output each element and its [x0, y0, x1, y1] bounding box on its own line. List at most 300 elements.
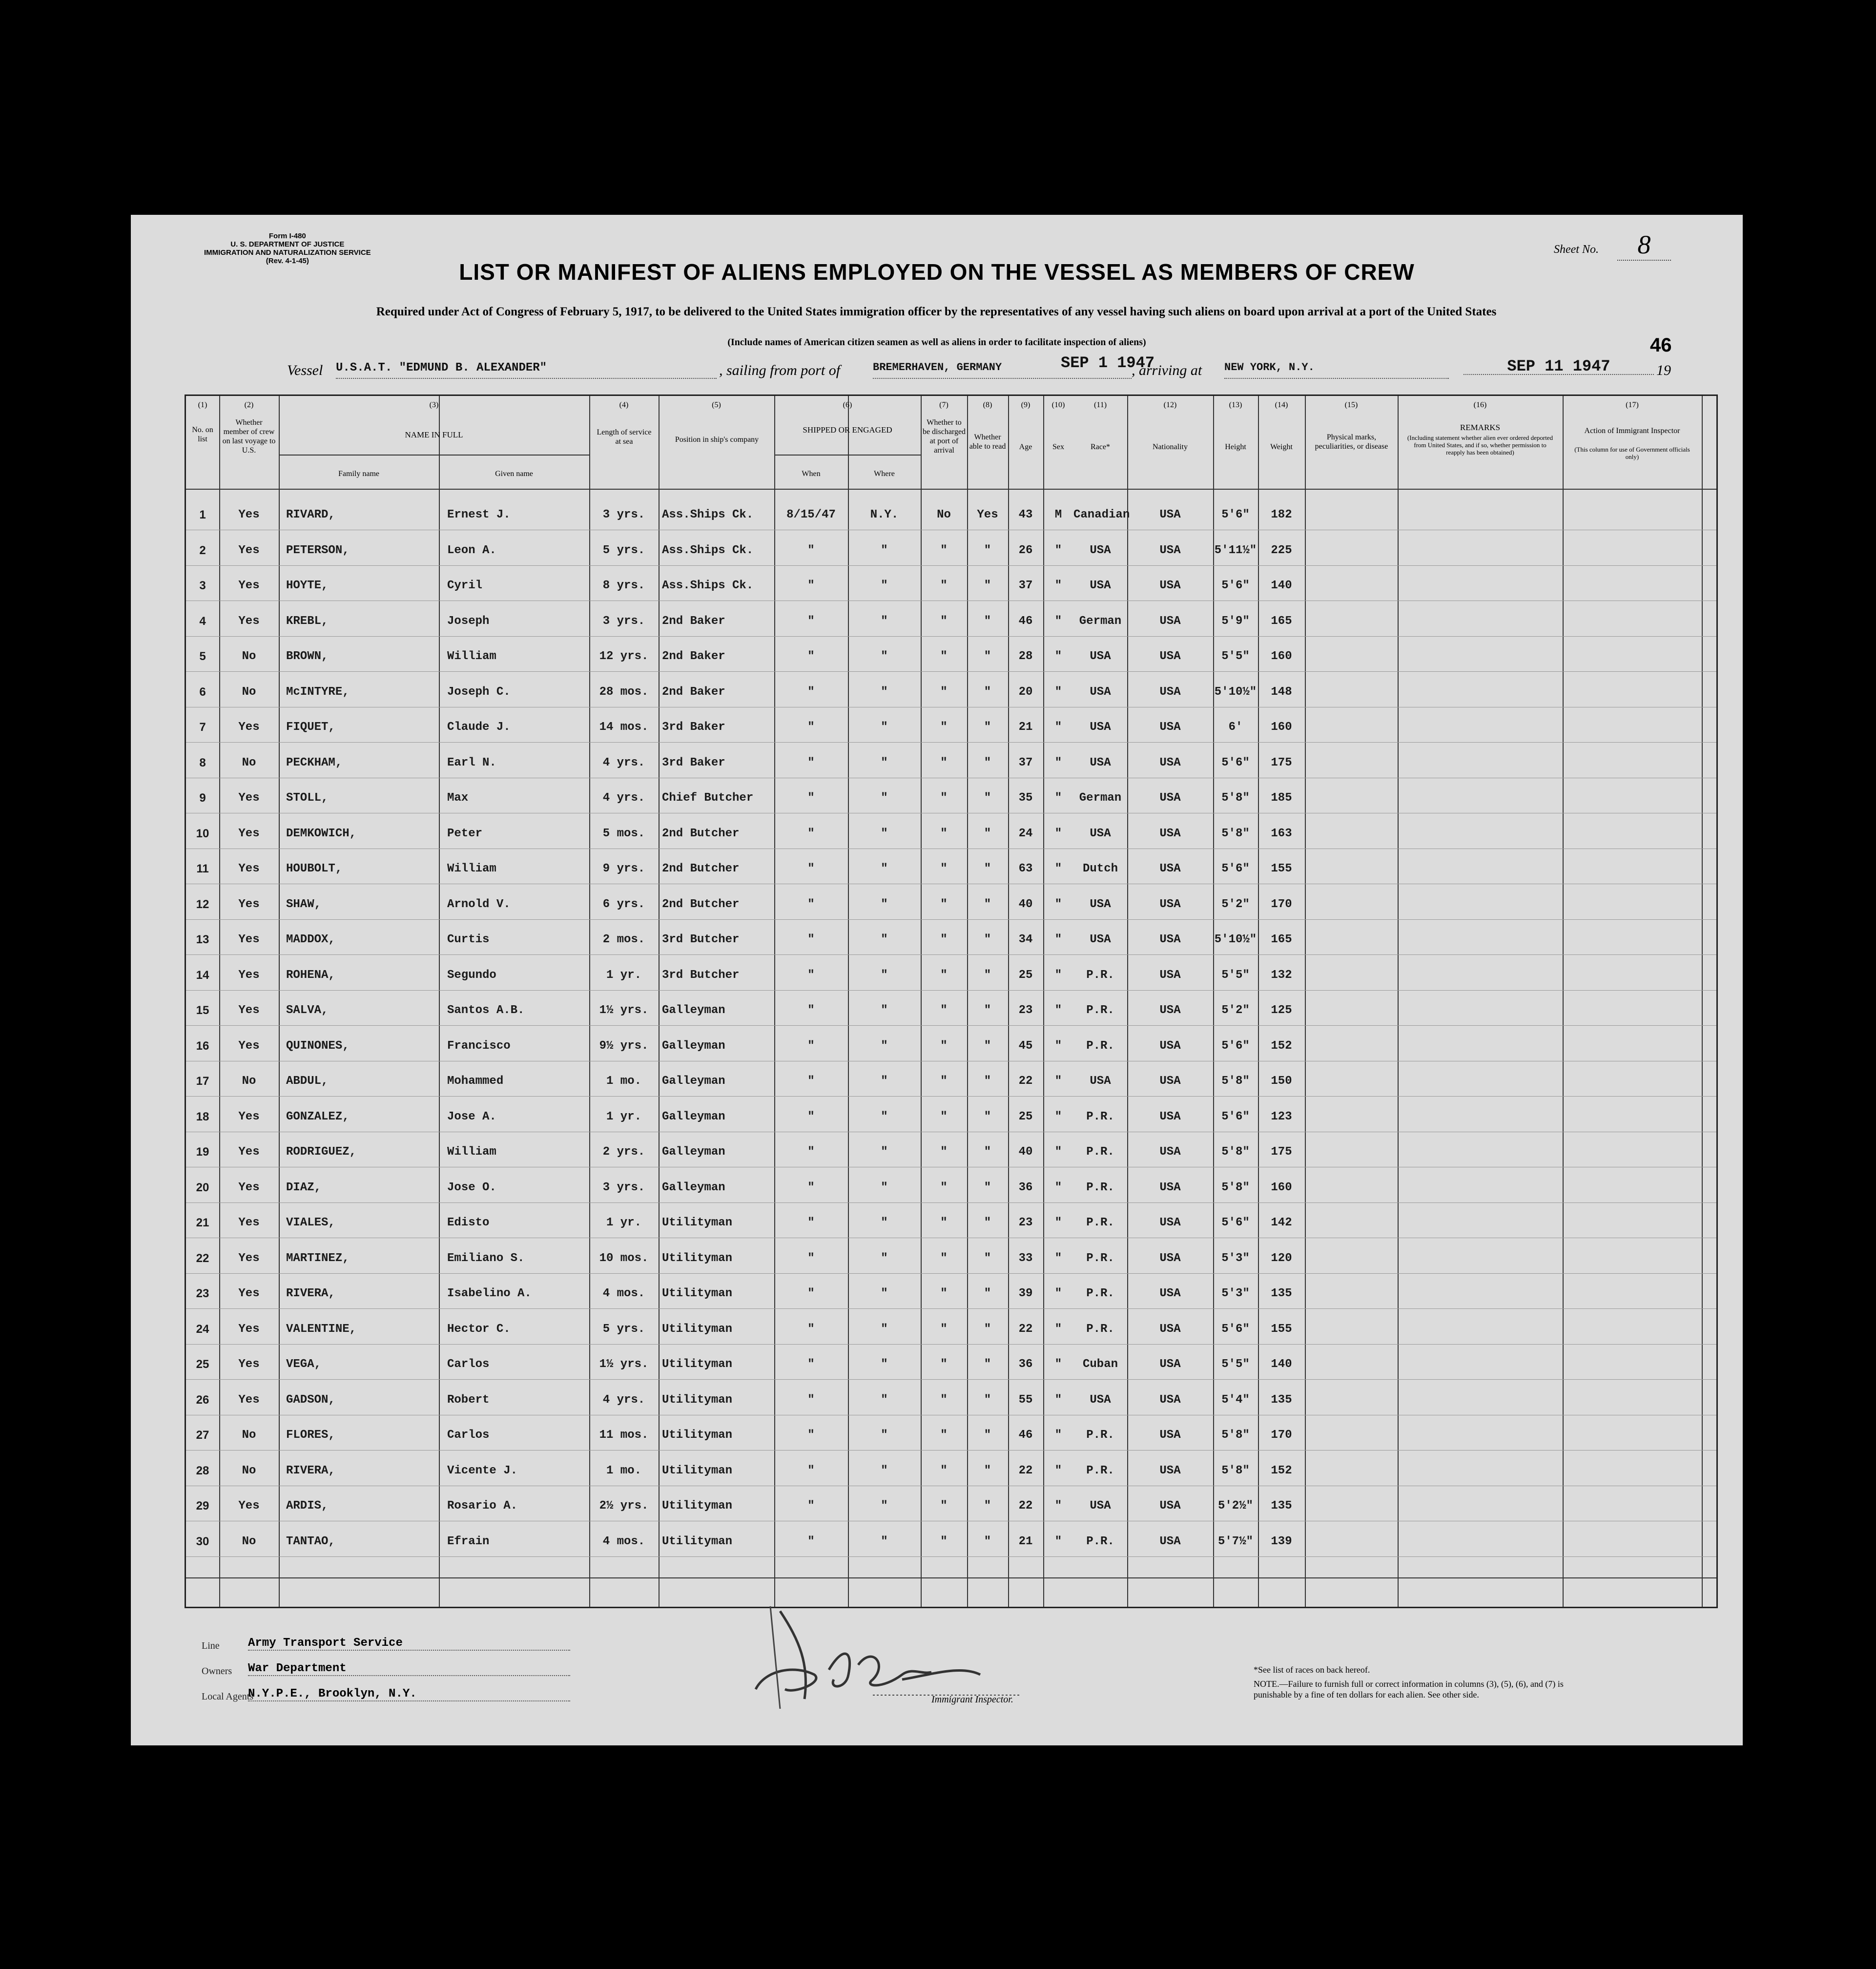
service-length-cell: 3 yrs.	[602, 508, 645, 521]
col-num-3: (3)	[429, 401, 439, 409]
age-cell: 55	[1018, 1393, 1033, 1407]
weight-cell: 148	[1271, 685, 1292, 699]
header-remarks-note: (Including statement whether alien ever ordered deported from United States, and if so, whether permission to reapply has been obtained)	[1407, 434, 1553, 456]
discharged-cell: "	[940, 1534, 948, 1548]
race-cell: USA	[1090, 650, 1111, 663]
able-to-read-cell: "	[984, 1429, 991, 1442]
able-to-read-cell: "	[984, 1322, 991, 1336]
row-number: 16	[196, 1039, 209, 1053]
when-cell: "	[807, 933, 815, 946]
age-cell: 43	[1018, 508, 1033, 521]
form-revision: (Rev. 4-1-45)	[266, 257, 309, 265]
age-cell: 33	[1018, 1251, 1033, 1265]
nationality-cell: USA	[1159, 1499, 1181, 1513]
row-rule	[186, 565, 1716, 566]
able-to-read-cell: "	[984, 862, 991, 875]
last-voyage-cell: No	[242, 1429, 256, 1442]
sex-cell: "	[1054, 1322, 1062, 1336]
col-num-17: (17)	[1626, 401, 1639, 409]
row-number: 20	[196, 1181, 209, 1194]
when-cell: "	[807, 721, 815, 734]
where-cell: "	[881, 933, 888, 946]
able-to-read-cell: "	[984, 897, 991, 911]
last-voyage-cell: No	[242, 1534, 256, 1548]
weight-cell: 170	[1271, 897, 1292, 911]
discharged-cell: "	[940, 1287, 948, 1300]
position-cell: Utilityman	[662, 1216, 733, 1229]
age-cell: 23	[1018, 1004, 1033, 1017]
height-cell: 5'5"	[1221, 968, 1250, 982]
col-num-12: (12)	[1163, 401, 1177, 409]
able-to-read-cell: "	[984, 1358, 991, 1371]
race-cell: Dutch	[1082, 862, 1118, 875]
row-number: 9	[199, 791, 206, 805]
family-name-cell: FLORES,	[286, 1429, 335, 1442]
height-cell: 5'2"	[1221, 1004, 1250, 1017]
race-cell: USA	[1090, 579, 1111, 592]
last-voyage-cell: Yes	[238, 1322, 260, 1336]
header-length-of-service: Length of service at sea	[597, 428, 652, 446]
where-cell: "	[881, 1499, 888, 1513]
sex-cell: "	[1054, 1251, 1062, 1265]
when-cell: "	[807, 1216, 815, 1229]
able-to-read-cell: "	[984, 685, 991, 699]
position-cell: Utilityman	[662, 1393, 733, 1407]
race-cell: Cuban	[1082, 1358, 1118, 1371]
when-cell: "	[807, 1075, 815, 1088]
row-number: 15	[196, 1004, 209, 1017]
form-number: Form I-480	[268, 232, 306, 240]
service-length-cell: 1½ yrs.	[599, 1004, 649, 1017]
last-voyage-cell: Yes	[238, 614, 260, 628]
height-cell: 5'9"	[1221, 614, 1250, 628]
able-to-read-cell: "	[984, 791, 991, 805]
family-name-cell: DIAZ,	[286, 1181, 322, 1194]
height-cell: 5'8"	[1221, 791, 1250, 805]
sailing-date-stamp: SEP 1 1947	[1061, 354, 1155, 372]
when-cell: "	[807, 1004, 815, 1017]
row-number: 19	[196, 1145, 209, 1159]
family-name-cell: MADDOX,	[286, 933, 335, 946]
nationality-cell: USA	[1159, 1039, 1181, 1053]
race-cell: USA	[1090, 827, 1111, 840]
family-name-cell: SHAW,	[286, 897, 322, 911]
position-cell: Galleyman	[662, 1004, 725, 1017]
position-cell: Chief Butcher	[662, 791, 754, 805]
able-to-read-cell: "	[984, 827, 991, 840]
weight-cell: 170	[1271, 1429, 1292, 1442]
sex-cell: "	[1054, 862, 1062, 875]
when-cell: "	[807, 1181, 815, 1194]
weight-cell: 152	[1271, 1464, 1292, 1477]
service-length-cell: 5 yrs.	[602, 543, 645, 557]
race-cell: P.R.	[1086, 1464, 1114, 1477]
row-number: 28	[196, 1464, 209, 1477]
able-to-read-cell: "	[984, 579, 991, 592]
page-mark: 46	[1650, 334, 1672, 356]
row-number: 2	[199, 543, 206, 557]
race-cell: Canadian	[1073, 508, 1130, 521]
races-note: *See list of races on back hereof.	[1254, 1665, 1370, 1675]
weight-cell: 165	[1271, 933, 1292, 946]
height-cell: 5'2"	[1221, 897, 1250, 911]
sex-cell: "	[1054, 1216, 1062, 1229]
sex-cell: "	[1054, 543, 1062, 557]
given-name-cell: Edisto	[447, 1216, 490, 1229]
position-cell: 2nd Butcher	[662, 897, 740, 911]
given-name-cell: Emiliano S.	[447, 1251, 525, 1265]
where-cell: "	[881, 685, 888, 699]
height-cell: 5'8"	[1221, 1145, 1250, 1159]
able-to-read-cell: Yes	[977, 508, 998, 521]
weight-cell: 175	[1271, 756, 1292, 769]
header-shipped-or-engaged: SHIPPED OR ENGAGED	[803, 425, 892, 435]
service-length-cell: 28 mos.	[599, 685, 649, 699]
given-name-cell: Francisco	[447, 1039, 511, 1053]
height-cell: 5'6"	[1221, 756, 1250, 769]
header-when: When	[802, 470, 821, 478]
discharged-cell: "	[940, 933, 948, 946]
nationality-cell: USA	[1159, 1251, 1181, 1265]
weight-cell: 135	[1271, 1287, 1292, 1300]
height-cell: 5'6"	[1221, 1039, 1250, 1053]
col-num-9: (9)	[1021, 401, 1031, 409]
sex-cell: "	[1054, 1534, 1062, 1548]
height-cell: 5'10½"	[1214, 685, 1257, 699]
row-number: 6	[199, 685, 206, 699]
able-to-read-cell: "	[984, 1534, 991, 1548]
where-cell: "	[881, 1181, 888, 1194]
row-number: 3	[199, 579, 206, 592]
sheet-number-label: Sheet No.	[1554, 243, 1599, 256]
arrival-port: NEW YORK, N.Y.	[1224, 361, 1449, 379]
row-number: 13	[196, 933, 209, 946]
col-num-13: (13)	[1229, 401, 1242, 409]
nationality-cell: USA	[1159, 614, 1181, 628]
weight-cell: 160	[1271, 721, 1292, 734]
nationality-cell: USA	[1159, 685, 1181, 699]
agents-label: Local Agents	[202, 1691, 254, 1702]
family-name-cell: STOLL,	[286, 791, 329, 805]
sex-cell: "	[1054, 1499, 1062, 1513]
able-to-read-cell: "	[984, 1145, 991, 1159]
sex-cell: "	[1054, 1110, 1062, 1123]
when-cell: "	[807, 968, 815, 982]
sex-cell: "	[1054, 650, 1062, 663]
col-num-7: (7)	[939, 401, 948, 409]
family-name-cell: ABDUL,	[286, 1075, 329, 1088]
when-cell: "	[807, 756, 815, 769]
service-length-cell: 2 yrs.	[602, 1145, 645, 1159]
service-length-cell: 4 mos.	[602, 1534, 645, 1548]
header-nationality: Nationality	[1153, 443, 1188, 451]
service-length-cell: 1 yr.	[606, 1110, 641, 1123]
discharged-cell: "	[940, 1004, 948, 1017]
age-cell: 22	[1018, 1322, 1033, 1336]
given-name-cell: Carlos	[447, 1358, 490, 1371]
discharged-cell: No	[937, 508, 951, 521]
nationality-cell: USA	[1159, 1181, 1181, 1194]
age-cell: 35	[1018, 791, 1033, 805]
height-cell: 5'8"	[1221, 1464, 1250, 1477]
last-voyage-cell: Yes	[238, 1216, 260, 1229]
nationality-cell: USA	[1159, 721, 1181, 734]
given-name-cell: Peter	[447, 827, 483, 840]
header-inspector-note: (This column for use of Government officials only)	[1574, 446, 1690, 460]
race-cell: USA	[1090, 756, 1111, 769]
where-cell: "	[881, 579, 888, 592]
nationality-cell: USA	[1159, 579, 1181, 592]
row-number: 29	[196, 1499, 209, 1513]
line-label: Line	[202, 1640, 220, 1651]
sex-cell: "	[1054, 968, 1062, 982]
position-cell: Galleyman	[662, 1110, 725, 1123]
family-name-cell: RODRIGUEZ,	[286, 1145, 357, 1159]
weight-cell: 140	[1271, 579, 1292, 592]
age-cell: 46	[1018, 614, 1033, 628]
when-cell: "	[807, 1429, 815, 1442]
race-cell: USA	[1090, 1075, 1111, 1088]
when-cell: "	[807, 614, 815, 628]
header-discharged: Whether to be discharged at port of arrival	[922, 418, 966, 455]
position-cell: Ass.Ships Ck.	[662, 508, 754, 521]
sex-cell: M	[1054, 508, 1062, 521]
position-cell: Utilityman	[662, 1429, 733, 1442]
family-name-cell: HOYTE,	[286, 579, 329, 592]
age-cell: 26	[1018, 543, 1033, 557]
nationality-cell: USA	[1159, 756, 1181, 769]
where-cell: "	[881, 756, 888, 769]
col-num-8: (8)	[983, 401, 992, 409]
nationality-cell: USA	[1159, 1464, 1181, 1477]
family-name-cell: PETERSON,	[286, 543, 350, 557]
age-cell: 22	[1018, 1464, 1033, 1477]
position-cell: Utilityman	[662, 1499, 733, 1513]
nationality-cell: USA	[1159, 1358, 1181, 1371]
service-length-cell: 12 yrs.	[599, 650, 649, 663]
given-name-cell: Hector C.	[447, 1322, 511, 1336]
when-cell: "	[807, 827, 815, 840]
family-name-cell: VEGA,	[286, 1358, 322, 1371]
where-cell: "	[881, 1004, 888, 1017]
race-cell: USA	[1090, 897, 1111, 911]
where-cell: "	[881, 1287, 888, 1300]
last-voyage-cell: Yes	[238, 791, 260, 805]
service-length-cell: 1½ yrs.	[599, 1358, 649, 1371]
position-cell: 2nd Butcher	[662, 862, 740, 875]
row-number: 5	[199, 650, 206, 663]
family-name-cell: KREBL,	[286, 614, 329, 628]
sex-cell: "	[1054, 1429, 1062, 1442]
row-number: 27	[196, 1429, 209, 1442]
manifest-subtitle: Required under Act of Congress of February 5, 1917, to be delivered to the United States immigration officer by the representatives of any vessel having such aliens on board upon arrival at a port of the United States	[376, 305, 1497, 318]
age-cell: 34	[1018, 933, 1033, 946]
when-cell: "	[807, 1145, 815, 1159]
manifest-subnote: (Include names of American citizen seamen as well as aliens in order to facilitate inspection of aliens)	[727, 337, 1146, 348]
given-name-cell: Curtis	[447, 933, 490, 946]
service-length-cell: 1 yr.	[606, 1216, 641, 1229]
weight-cell: 152	[1271, 1039, 1292, 1053]
given-name-cell: Santos A.B.	[447, 1004, 525, 1017]
sex-cell: "	[1054, 897, 1062, 911]
col-num-14: (14)	[1275, 401, 1288, 409]
row-rule	[186, 1379, 1716, 1380]
family-name-cell: PECKHAM,	[286, 756, 343, 769]
nationality-cell: USA	[1159, 1110, 1181, 1123]
position-cell: Galleyman	[662, 1075, 725, 1088]
weight-cell: 135	[1271, 1499, 1292, 1513]
service-length-cell: 5 yrs.	[602, 1322, 645, 1336]
able-to-read-cell: "	[984, 1499, 991, 1513]
given-name-cell: Isabelino A.	[447, 1287, 532, 1300]
table-bottom-rule	[186, 1577, 1716, 1578]
row-rule	[186, 1450, 1716, 1451]
when-cell: "	[807, 897, 815, 911]
able-to-read-cell: "	[984, 1393, 991, 1407]
height-cell: 5'8"	[1221, 1075, 1250, 1088]
race-cell: German	[1079, 791, 1122, 805]
sex-cell: "	[1054, 1464, 1062, 1477]
row-number: 21	[196, 1216, 209, 1229]
given-name-cell: Jose O.	[447, 1181, 496, 1194]
family-name-cell: MARTINEZ,	[286, 1251, 350, 1265]
position-cell: Ass.Ships Ck.	[662, 543, 754, 557]
race-cell: P.R.	[1086, 1251, 1114, 1265]
service-length-cell: 1 mo.	[606, 1075, 641, 1088]
last-voyage-cell: No	[242, 650, 256, 663]
when-cell: "	[807, 579, 815, 592]
age-cell: 46	[1018, 1429, 1033, 1442]
row-number: 10	[196, 827, 209, 840]
weight-cell: 160	[1271, 1181, 1292, 1194]
race-cell: P.R.	[1086, 1181, 1114, 1194]
row-number: 22	[196, 1251, 209, 1265]
given-name-cell: Jose A.	[447, 1110, 496, 1123]
given-name-cell: Ernest J.	[447, 508, 511, 521]
discharged-cell: "	[940, 862, 948, 875]
sex-cell: "	[1054, 685, 1062, 699]
family-name-cell: McINTYRE,	[286, 685, 350, 699]
sex-cell: "	[1054, 1075, 1062, 1088]
position-cell: 3rd Baker	[662, 756, 725, 769]
inspector-label: Immigrant Inspector.	[931, 1694, 1013, 1705]
family-name-cell: ROHENA,	[286, 968, 335, 982]
agents-value: N.Y.P.E., Brooklyn, N.Y.	[248, 1687, 570, 1701]
position-cell: 3rd Butcher	[662, 968, 740, 982]
header-remarks: REMARKS	[1460, 423, 1501, 432]
discharged-cell: "	[940, 1393, 948, 1407]
sex-cell: "	[1054, 933, 1062, 946]
height-cell: 5'7½"	[1217, 1534, 1253, 1548]
service-name: IMMIGRATION AND NATURALIZATION SERVICE	[204, 249, 371, 257]
col-num-11: (11)	[1093, 401, 1107, 409]
given-name-cell: Leon A.	[447, 543, 496, 557]
position-cell: Utilityman	[662, 1358, 733, 1371]
position-cell: 2nd Baker	[662, 650, 725, 663]
age-cell: 24	[1018, 827, 1033, 840]
row-rule	[186, 1025, 1716, 1026]
where-cell: "	[881, 862, 888, 875]
sex-cell: "	[1054, 1145, 1062, 1159]
header-no-on-list: No. on list	[192, 426, 213, 443]
last-voyage-cell: Yes	[238, 1287, 260, 1300]
year-label: 19	[1656, 362, 1671, 378]
where-cell: "	[881, 614, 888, 628]
family-name-cell: RIVERA,	[286, 1464, 335, 1477]
service-length-cell: 11 mos.	[599, 1429, 649, 1442]
service-length-cell: 3 yrs.	[602, 614, 645, 628]
height-cell: 5'6"	[1221, 508, 1250, 521]
service-length-cell: 4 yrs.	[602, 1393, 645, 1407]
row-number: 30	[196, 1534, 209, 1548]
last-voyage-cell: Yes	[238, 968, 260, 982]
row-number: 23	[196, 1287, 209, 1300]
where-cell: "	[881, 543, 888, 557]
service-length-cell: 2½ yrs.	[599, 1499, 649, 1513]
header-race: Race*	[1091, 443, 1110, 451]
service-length-cell: 3 yrs.	[602, 1181, 645, 1194]
given-name-cell: Mohammed	[447, 1075, 504, 1088]
discharged-cell: "	[940, 650, 948, 663]
last-voyage-cell: Yes	[238, 862, 260, 875]
weight-cell: 155	[1271, 1322, 1292, 1336]
weight-cell: 175	[1271, 1145, 1292, 1159]
sex-cell: "	[1054, 1181, 1062, 1194]
header-height: Height	[1225, 443, 1246, 451]
row-number: 8	[199, 756, 206, 769]
weight-cell: 135	[1271, 1393, 1292, 1407]
height-cell: 5'8"	[1221, 1429, 1250, 1442]
when-cell: "	[807, 791, 815, 805]
race-cell: P.R.	[1086, 1322, 1114, 1336]
discharged-cell: "	[940, 1216, 948, 1229]
given-name-cell: Efrain	[447, 1534, 490, 1548]
last-voyage-cell: Yes	[238, 1039, 260, 1053]
given-name-cell: Vicente J.	[447, 1464, 518, 1477]
last-voyage-cell: Yes	[238, 1393, 260, 1407]
nationality-cell: USA	[1159, 862, 1181, 875]
nationality-cell: USA	[1159, 1004, 1181, 1017]
sex-cell: "	[1054, 1287, 1062, 1300]
sex-cell: "	[1054, 721, 1062, 734]
able-to-read-cell: "	[984, 543, 991, 557]
nationality-cell: USA	[1159, 1287, 1181, 1300]
race-cell: P.R.	[1086, 1534, 1114, 1548]
height-cell: 5'6"	[1221, 1110, 1250, 1123]
height-cell: 5'3"	[1221, 1251, 1250, 1265]
row-rule	[186, 990, 1716, 991]
position-cell: Ass.Ships Ck.	[662, 579, 754, 592]
age-cell: 25	[1018, 1110, 1033, 1123]
age-cell: 21	[1018, 721, 1033, 734]
where-cell: "	[881, 721, 888, 734]
header-where: Where	[874, 470, 895, 478]
last-voyage-cell: Yes	[238, 1181, 260, 1194]
where-cell: N.Y.	[870, 508, 899, 521]
height-cell: 5'8"	[1221, 827, 1250, 840]
weight-cell: 160	[1271, 650, 1292, 663]
service-length-cell: 4 mos.	[602, 1287, 645, 1300]
sex-cell: "	[1054, 1393, 1062, 1407]
race-cell: USA	[1090, 1499, 1111, 1513]
weight-cell: 140	[1271, 1358, 1292, 1371]
age-cell: 25	[1018, 968, 1033, 982]
row-number: 18	[196, 1110, 209, 1123]
discharged-cell: "	[940, 897, 948, 911]
weight-cell: 225	[1271, 543, 1292, 557]
able-to-read-cell: "	[984, 1004, 991, 1017]
able-to-read-cell: "	[984, 1075, 991, 1088]
